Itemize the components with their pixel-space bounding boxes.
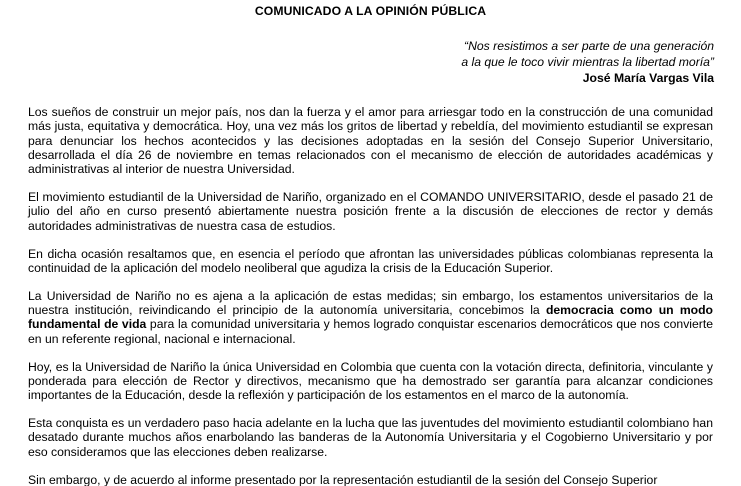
paragraph-1: Los sueños de construir un mejor país, nos dan la fuerza y el amor para arriesgar todo en la construcción de una comunidad más justa, equitativa y democrática. Hoy, una vez más los gritos de libertad y rebeldía, del movimiento estudiantil se expresan para denunciar los hechos acontecidos y las decisiones adoptadas en la sesión del Consejo Superior Universitario, desarrollada el día 26 de noviembre en temas relacionados con el mecanismo de elección de autoridades académicas y administrativas al interior de nuestra Universidad. <box>28 105 713 177</box>
document-title: COMUNICADO A LA OPINIÓN PÚBLICA <box>254 4 487 18</box>
paragraph-6: Esta conquista es un verdadero paso hacia adelante en la lucha que las juventudes del movimiento estudiantil colombiano han desatado durante muchos años enarbolando las banderas de la Autonomía Universitaria y el Cogobierno Universitario y por eso consideramos que las elecciones deben realizarse. <box>28 416 713 459</box>
paragraph-5: Hoy, es la Universidad de Nariño la única Universidad en Colombia que cuenta con la votación directa, definitoria, vinculante y ponderada para elección de Rector y directivos, mecanismo que ha demostrado ser garantía para alcanzar condiciones importantes de la Educación, desde la reflexión y participación de los estamentos en el marco de la autonomía. <box>28 359 713 403</box>
epigraph-line-2: a la que le toco vivir mientras la libertad moría” <box>461 55 714 69</box>
paragraph-4-lead: La Universidad de Nariño no es ajena a la aplicación de estas medidas; sin embargo, los estamentos universitarios de la nuestra institución, reivindicando el principio de la autonomía universitaria, concebimos la <box>28 288 713 318</box>
epigraph-line-1: “Nos resistimos a ser parte de una generación <box>464 39 714 53</box>
paragraph-3: En dicha ocasión resaltamos que, en esencia el período que afrontan las universidades públicas colombianas representa la continuidad de la aplicación del modelo neoliberal que agudiza la crisis de la Educación Superior. <box>28 246 713 275</box>
epigraph-author: José María Vargas Vila <box>582 71 714 85</box>
paragraph-4-emphasis: democracia como un modo fundamental de vida <box>28 303 713 332</box>
paragraph-7: Sin embargo, y de acuerdo al informe presentado por la representación estudiantil de la sesión del Consejo Superior <box>28 472 658 486</box>
paragraph-2: El movimiento estudiantil de la Universidad de Nariño, organizado en el COMANDO UNIVERSITARIO, desde el pasado 21 de julio del año en curso presentó abiertamente nuestra posición frente a la discusión de elecciones de rector y demás autoridades administrativas de nuestra casa de estudios. <box>28 190 713 233</box>
paragraph-4-tail: para la comunidad universitaria y hemos logrado conquistar escenarios democráticos que nos convierte en un referente regional, nacional e internacional. <box>28 317 713 346</box>
paragraph-4 <box>28 289 713 346</box>
document-body <box>28 105 713 486</box>
epigraph-quote <box>294 38 714 86</box>
